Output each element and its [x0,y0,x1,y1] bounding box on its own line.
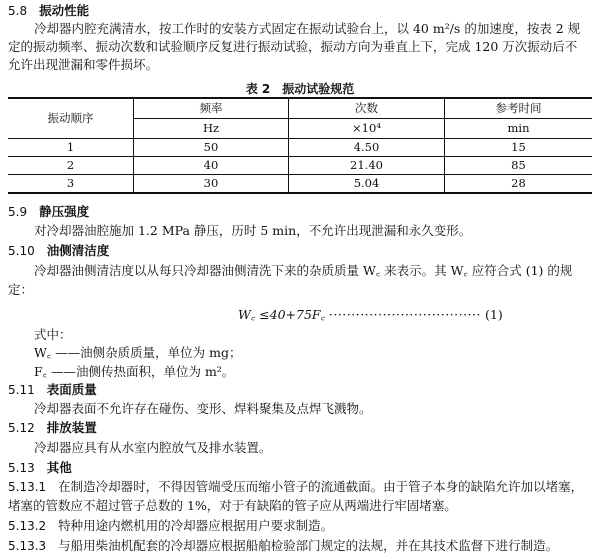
definition-line: W꜀ ——油侧杂质质量，单位为 mg； [34,345,242,360]
section-title: 排放装置 [46,420,97,435]
paragraph-line: 定： [8,282,34,297]
table-row [8,139,592,157]
table-cell: 15 [445,139,593,157]
table-caption: 表 2 振动试验规范 [245,82,355,96]
formula-expression: W꜀ ≤40+75F꜀ [238,307,325,322]
table-header-frequency: 频率 [134,98,289,119]
table-header-order: 振动顺序 [8,98,134,139]
paragraph-line: 堵塞的管数应不超过管子总数的 1%，对于有缺陷的管子应从两端进行牢固堵塞。 [8,498,457,513]
section-number: 5.9 [8,205,28,219]
paragraph-line: 冷却器油侧清洁度以从每只冷却器油侧清洗下来的杂质质量 W꜀ 来表示。其 W꜀ 应符合式 (1) 的规 [34,263,573,278]
table-header-time-unit: min [445,119,593,139]
section-title: 表面质量 [46,382,97,397]
clause-5-13-1 [8,479,583,495]
table-header-count: 次数 [289,98,445,119]
section-number: 5.12 [8,421,35,435]
formula-leader-dots: ·································· [328,307,481,322]
table-cell: 5.04 [289,175,445,194]
table-cell: 3 [8,175,134,194]
section-title: 油侧清洁度 [46,243,110,258]
section-number: 5.13 [8,461,35,475]
section-title: 静压强度 [39,204,90,219]
table-cell: 4.50 [289,139,445,157]
paragraph-line: 定的振动频率、振动次数和试验顺序反复进行振动试验，振动方向为垂直上下，完成 120 万次振动后不 [8,39,578,54]
section-5-13-heading [8,460,72,476]
section-number: 5.11 [8,383,35,397]
table-header-frequency-unit: Hz [134,119,289,139]
clause-number: 5.13.1 [8,480,47,494]
table-cell: 2 [8,157,134,175]
table-header-count-unit: ×10⁴ [289,119,445,139]
table-row [8,157,592,175]
paragraph-line: 冷却器应具有从水室内腔放气及排水装置。 [34,440,272,455]
section-5-8-heading [8,3,89,19]
paragraph-line: 特种用途内燃机用的冷却器应根据用户要求制造。 [58,518,334,533]
paragraph-line: 对冷却器油腔施加 1.2 MPa 静压，历时 5 min，不允许出现泄漏和永久变形。 [34,223,472,238]
formula-number: (1) [484,307,503,322]
paragraph-line: 与船用柴油机配套的冷却器应根据船舶检验部门规定的法规，并在其技术监督下进行制造。 [58,538,559,553]
clause-5-13-3 [8,538,558,554]
definition-line: F꜀ ——油侧传热面积，单位为 m²。 [34,364,235,379]
section-number: 5.8 [8,4,28,18]
table-cell: 28 [445,175,593,194]
table-cell: 85 [445,157,593,175]
paragraph-line: 允许出现泄漏和零件损坏。 [8,57,159,72]
clause-number: 5.13.3 [8,539,47,553]
clause-number: 5.13.2 [8,519,47,533]
paragraph-line: 在制造冷却器时，不得因管端受压而缩小管子的流通截面。由于管子本身的缺陷允许加以堵塞， [58,479,584,494]
section-number: 5.10 [8,244,35,258]
formula-1 [238,306,503,323]
paragraph-line: 冷却器表面不允许存在碰伤、变形、焊料聚集及点焊飞溅物。 [34,401,372,416]
section-5-12-heading [8,420,97,436]
section-5-11-heading [8,382,97,398]
table-cell: 50 [134,139,289,157]
vibration-spec-table [8,97,592,194]
clause-5-13-2 [8,518,333,534]
section-title: 振动性能 [39,3,90,18]
section-5-9-heading [8,204,89,220]
table-cell: 1 [8,139,134,157]
section-5-10-heading [8,243,109,259]
where-label: 式中： [34,327,72,342]
table-cell: 40 [134,157,289,175]
section-title: 其他 [46,460,72,475]
table-header-time: 参考时间 [445,98,593,119]
table-cell: 21.40 [289,157,445,175]
table-cell: 30 [134,175,289,194]
paragraph-line: 冷却器内腔充满清水，按工作时的安装方式固定在振动试验台上，以 40 m²/s 的加速度，按表 2 规 [34,21,581,36]
table-row [8,175,592,194]
